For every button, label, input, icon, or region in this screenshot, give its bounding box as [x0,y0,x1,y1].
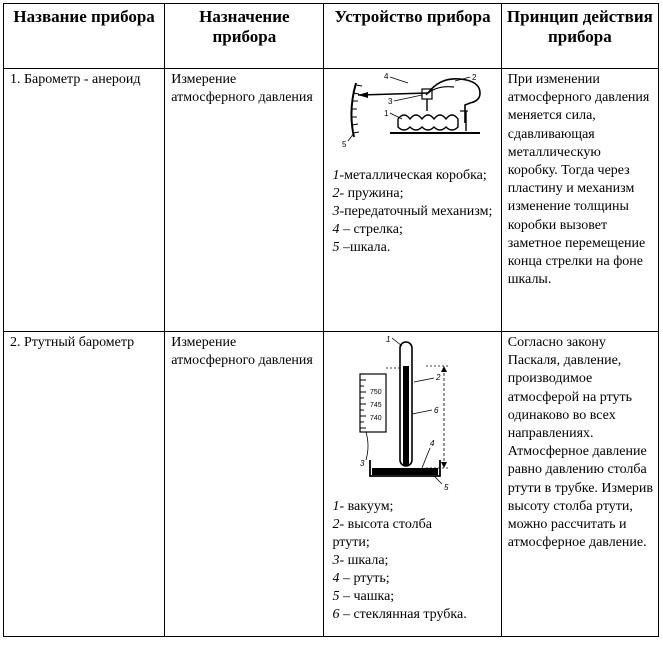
scale-tick-750: 750 [370,389,383,396]
mercury-label-3: 3 [360,459,365,468]
list-item: 3- шкала; [332,553,389,568]
list-item: 4 – ртуть; [332,571,390,586]
scale-tick-745: 745 [370,402,383,409]
aneroid-label-4: 4 [384,72,389,81]
row2-device [324,332,501,637]
header-purpose: Назначение прибора [165,4,324,69]
scale-tick-740: 740 [370,415,383,422]
aneroid-label-3: 3 [388,97,393,106]
header-name: Название прибора [4,4,165,69]
header-principle: Принцип действия прибора [501,4,658,69]
list-item: 6 – стеклянная трубка. [332,607,467,622]
mercury-label-5: 5 [444,483,449,492]
list-item: 5 – чашка; [332,589,395,604]
mercury-label-2: 2 [436,373,441,382]
mercury-label-6: 6 [434,406,439,415]
list-item: 1-металлическая коробка; [332,168,487,183]
header-row [4,4,659,69]
list-item: 1- вакуум; [332,499,394,514]
row2-name: 2. Ртутный барометр [4,332,165,637]
mercury-label-1: 1 [386,335,391,344]
header-device: Устройство прибора [324,4,501,69]
list-item: 3-передаточный механизм; [332,204,493,219]
list-item: 2- пружина; [332,186,404,201]
row1-device [324,69,501,332]
mercury-parts-list [330,498,496,624]
table-row [4,69,659,332]
mercury-label-4: 4 [430,439,435,448]
aneroid-label-5: 5 [342,140,347,149]
row1-name: 1. Барометр - анероид [4,69,165,332]
device-table [3,3,659,637]
aneroid-label-1: 1 [384,109,389,118]
row2-purpose: Измерение атмосферного давления [165,332,324,637]
aneroid-label-2: 2 [472,73,477,82]
row1-purpose: Измерение атмосферного давления [165,69,324,332]
list-item: 4 – стрелка; [332,222,403,237]
list-item: 5 –шкала. [332,240,391,255]
mercury-barometer-diagram [330,334,496,498]
row1-principle: При изменении атмосферного давления меняется сила, сдавливающая металлическую коробку. Тогда через пластину и механизм изменение толщины коробки вызовет заметное перемещение конца стрелки на фоне шкалы. [501,69,658,332]
aneroid-parts-list [330,167,496,257]
list-item: 2- высота столба ртути; [332,517,432,550]
aneroid-diagram [330,71,496,167]
row2-principle: Согласно закону Паскаля, давление, производимое атмосферой на ртуть одинаково во всех направлениях. Атмосферное давление равно давлению столба ртути в трубке. Измерив высоту столба ртути, можно рассчитать и атмосферное давление. [501,332,658,637]
table-row [4,332,659,637]
